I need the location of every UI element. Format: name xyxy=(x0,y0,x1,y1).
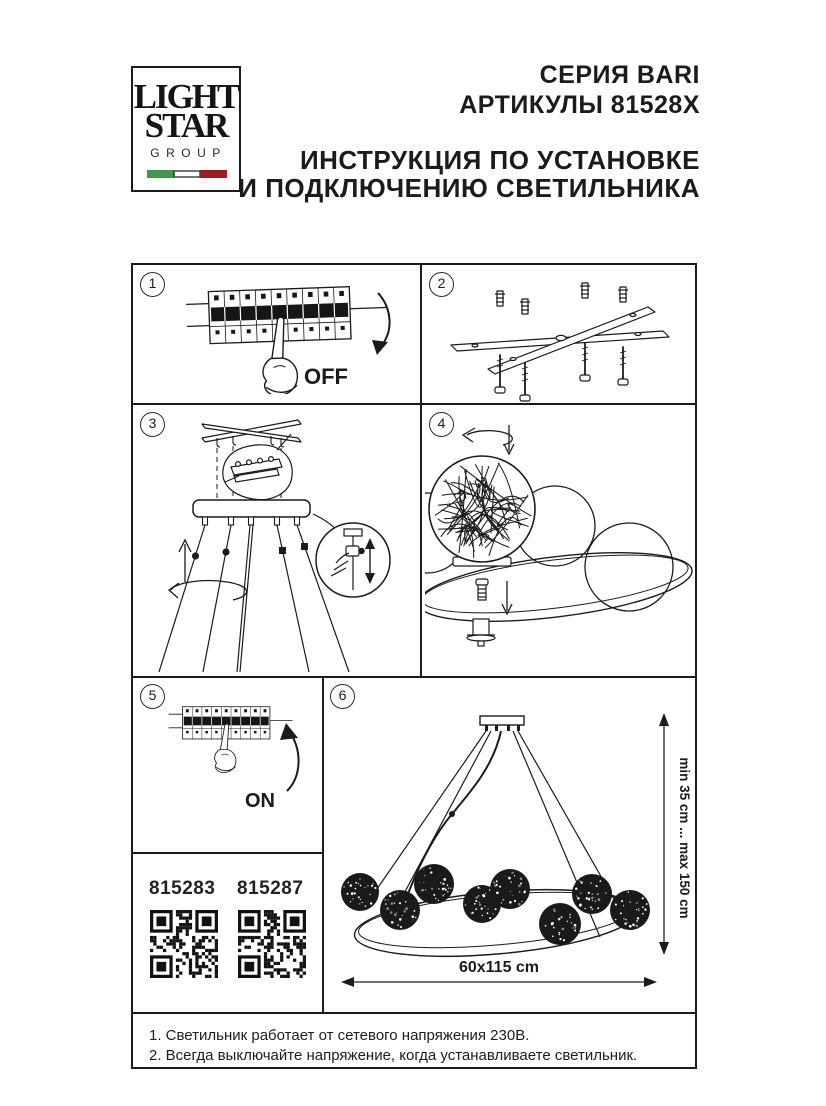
breaker-off-illustration xyxy=(185,283,398,394)
step-1-badge: 1 xyxy=(140,272,165,297)
step-2-badge: 2 xyxy=(429,272,454,297)
logo-word-group: GROUP xyxy=(150,146,227,160)
logo-word-star: STAR xyxy=(144,106,228,145)
lightstar-logo xyxy=(131,66,241,192)
grid-line xyxy=(133,403,695,405)
width-dimension xyxy=(341,959,657,987)
note-2: 2. Всегда выключайте напряжение, когда устанавливаете светильник. xyxy=(149,1047,638,1064)
qr-code-815283 xyxy=(150,910,218,978)
article-number-1: 815283 xyxy=(149,878,216,899)
wall-anchor-icon xyxy=(495,283,628,314)
height-range-label: min 35 cm ... max 150 cm xyxy=(677,757,692,919)
arrow-up-icon xyxy=(280,723,298,740)
logo-word-light: LIGHT xyxy=(133,77,239,116)
arrow-down-icon xyxy=(372,340,388,355)
article-qr-panel xyxy=(133,854,322,1012)
screw-head-icon xyxy=(495,375,628,401)
steps-grid xyxy=(131,263,697,1069)
breaker-on-illustration xyxy=(159,701,319,821)
rattan-ball-shades xyxy=(341,864,650,945)
article-number-2: 815287 xyxy=(237,878,304,899)
on-label: ON xyxy=(245,790,275,812)
flag-green-segment xyxy=(147,170,174,178)
step-6-badge: 6 xyxy=(330,684,355,709)
step-3-badge: 3 xyxy=(140,412,165,437)
instruction-title-line2: И ПОДКЛЮЧЕНИЮ СВЕТИЛЬНИКА xyxy=(238,173,700,203)
height-dimension xyxy=(659,713,692,955)
step-5-badge: 5 xyxy=(140,684,165,709)
flag-red-segment xyxy=(200,170,227,178)
plan-size-label: 60x115 cm xyxy=(458,959,540,976)
chandelier-dimensions-illustration xyxy=(328,680,696,1010)
safety-notes xyxy=(133,1014,695,1067)
articles-line: АРТИКУЛЫ 81528X xyxy=(459,91,700,119)
off-label: OFF xyxy=(304,364,348,389)
grid-line xyxy=(322,676,324,1012)
flag-white-segment xyxy=(174,171,200,177)
grid-line xyxy=(133,676,695,678)
qr-code-815287 xyxy=(238,910,306,978)
instruction-title-line1: ИНСТРУКЦИЯ ПО УСТАНОВКЕ xyxy=(299,145,700,175)
document-header xyxy=(238,60,700,202)
grid-line xyxy=(420,265,422,676)
canopy-install-illustration xyxy=(141,410,419,676)
step-4-badge: 4 xyxy=(429,412,454,437)
mounting-bars-illustration xyxy=(433,277,691,403)
sphere-install-illustration xyxy=(425,409,697,676)
rotate-arrow-icon xyxy=(467,431,512,445)
series-title: СЕРИЯ BARI xyxy=(539,61,700,89)
note-1: 1. Светильник работает от сетевого напряжения 230В. xyxy=(149,1027,530,1044)
italian-flag-stripe xyxy=(147,170,227,178)
